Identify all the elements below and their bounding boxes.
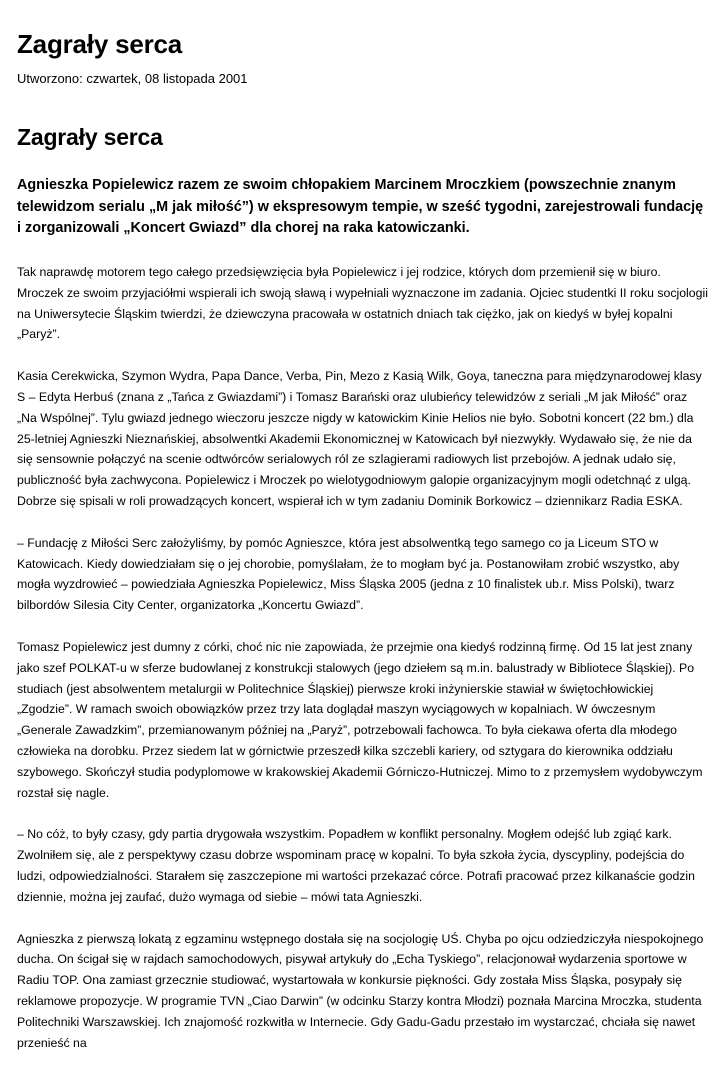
- article-body: [17, 262, 709, 1074]
- article-paragraph: – No cóż, to były czasy, gdy partia drygowała wszystkim. Popadłem w konflikt personalny. Mogłem odejść lub zgiąć kark. Zwolniłem się, ale z perspektywy czasu dobrze wspominam pracę w kopalni. To była szkoła życia, dyscypliny, podejścia do ludzi, odpowiedzialności. Starałem się zaszczepione mi wartości przekazać córce. Potrafi pracować przez kilkanaście godzin dziennie, można jej zaufać, dużo wymaga od siebie – mówi tata Agnieszki.: [17, 827, 695, 904]
- created-date: Utworzono: czwartek, 08 listopada 2001: [17, 71, 248, 86]
- article-title: Zagrały serca: [17, 124, 163, 150]
- article-paragraph: Tomasz Popielewicz jest dumny z córki, choć nic nie zapowiada, że przejmie ona kiedyś rodzinną firmę. Od 15 lat jest znany jako szef POLKAT-u w sferze budowlanej z konstrukcji stalowych (jego dziełem są m.in. balustrady w Bibliotece Śląskiej). Po studiach (jest absolwentem metalurgii w Politechnice Śląskiej) pierwsze kroki inżynierskie stawiał w świętochłowickiej „Zgodzie”. W ramach swoich obowiązków przez trzy lata doglądał maszyn wyciągowych w kopalniach. W ówczesnym „Generale Zawadzkim”, przemianowanym później na „Paryż”, potrzebowali fachowca. To była ciekawa oferta dla młodego człowieka na dorobku. Przez siedem lat w górnictwie przeszedł kilka szczebli kariery, od sztygara do kierownika oddziału szybowego. Skończył studia podyplomowe w krakowskiej Akademii Górniczo-Hutniczej. Mimo to z przemysłem wydobywczym rozstał się nagle.: [17, 639, 703, 800]
- article-paragraph: Kasia Cerekwicka, Szymon Wydra, Papa Dance, Verba, Pin, Mezo z Kasią Wilk, Goya, taneczna para międzynarodowej klasy S – Edyta Herbuś (znana z „Tańca z Gwiazdami”) i Tomasz Barański oraz ulubieńcy telewidzów z seriali „M jak Miłość” oraz „Na Wspólnej”. Tylu gwiazd jednego wieczoru jeszcze nigdy w katowickim Kinie Helios nie było. Sobotni koncert (22 bm.) dla 25-letniej Agnieszki Nieznańskiej, absolwentki Akademii Ekonomicznej w Katowicach był niezwykły. Wydawało się, że nie da się sensownie połączyć na scenie odtwórców serialowych ról ze szlagierami radiowych list przebojów. A jednak udało się, publiczność była zachwycona. Popielewicz i Mroczek po wielotygodniowym galopie organizacyjnym mogli odetchnąć z ulgą. Dobrze się spisali w roli prowadzących koncert, wspierał ich w tym zadaniu Dominik Borkowicz – dziennikarz Radia ESKA.: [17, 369, 702, 508]
- article-lead: Agnieszka Popielewicz razem ze swoim chłopakiem Marcinem Mroczkiem (powszechnie znanym telewidzom serialu „M jak miłość”) w ekspresowym tempie, w sześć tygodni, zarejestrowali fundację i zorganizowali „Koncert Gwiazd” dla chorej na raka katowiczanki.: [17, 177, 704, 237]
- document-title: Zagrały serca: [17, 29, 183, 59]
- article-paragraph: – Fundację z Miłości Serc założyliśmy, by pomóc Agnieszce, która jest absolwentką tego samego co ja Liceum STO w Katowicach. Kiedy dowiedziałam się o jej chorobie, pomyślałam, że to mogłam być ja. Postanowiłam zrobić wszystko, aby mogła wyzdrowieć – powiedziała Agnieszka Popielewicz, Miss Śląska 2005 (jedna z 10 finalistek ub.r. Miss Polski), twarz bilbordów Silesia City Center, organizatorka „Koncertu Gwiazd”.: [17, 535, 680, 613]
- article-paragraph: Tak naprawdę motorem tego całego przedsięwzięcia była Popielewicz i jej rodzice, których dom przemienił się w biuro. Mroczek ze swoim przyjaciółmi wspierali ich swoją sławą i wypełniali wyznaczone im zadania. Ojciec studentki II roku socjologii na Uniwersytecie Śląskim twierdzi, że dziewczyna pracowała w ostatnich dniach tak ciężko, jak on kiedyś w byłej kopalni „Paryż”.: [17, 265, 708, 342]
- article-paragraph: Agnieszka z pierwszą lokatą z egzaminu wstępnego dostała się na socjologię UŚ. Chyba po ojcu odziedziczyła niespokojnego ducha. On ścigał się w rajdach samochodowych, pisywał artykuły do „Echa Tyskiego”, relacjonował wydarzenia sportowe w Radiu TOP. Ona zamiast grzecznie studiować, wystartowała w konkursie piękności. Gdy została Miss Śląska, posypały się reklamowe propozycje. W programie TVN „Ciao Darwin” (w odcinku Starzy kontra Młodzi) poznała Marcina Mroczka, studenta Politechniki Warszawskiej. Ich znajomość rozkwitła w Internecie. Gdy Gadu-Gadu przestało im wystarczać, chciała się nawet przenieść na: [17, 931, 704, 1050]
